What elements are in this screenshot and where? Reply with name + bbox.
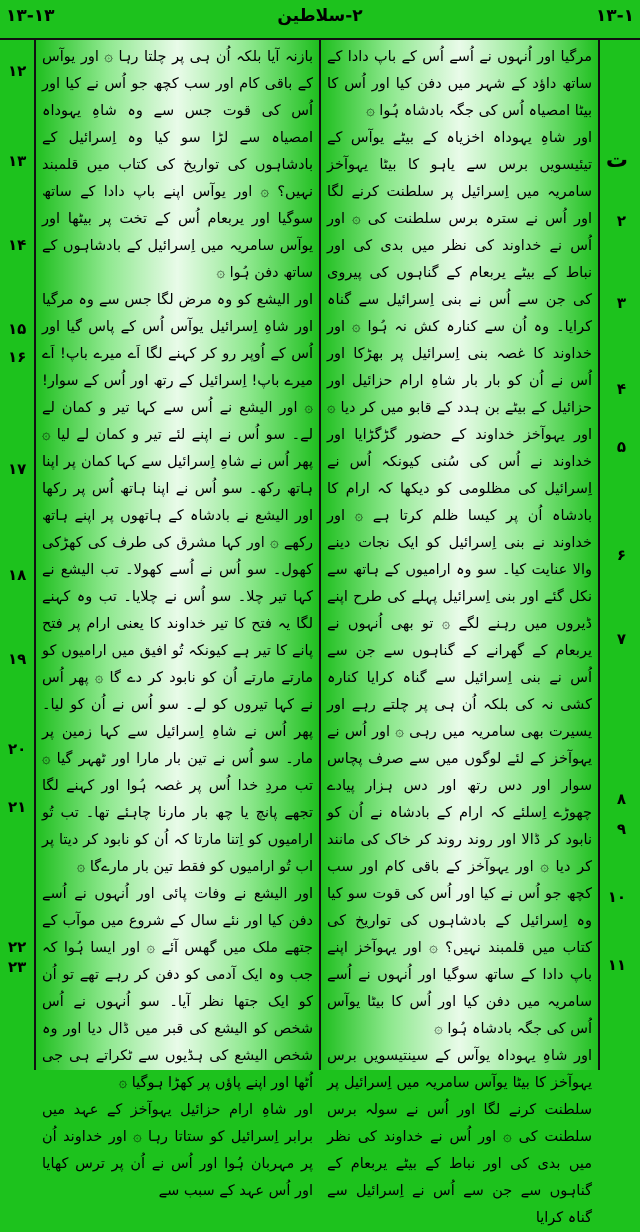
verse-number: ۵: [616, 438, 626, 456]
verse-number: ۳: [616, 294, 626, 312]
book-title: ۲-سلاطین: [277, 6, 363, 26]
verse-number: ۱۲: [8, 62, 27, 80]
verse-number: ۱۸: [8, 566, 27, 584]
verse-number: ۲۳: [8, 958, 27, 976]
chapter-range-right: ۱۳-۱: [595, 6, 634, 26]
verse-number: ۲۰: [8, 740, 27, 758]
verse-number: ۶: [616, 546, 626, 564]
right-verse-margin: [600, 40, 640, 1070]
verse-number: ۲۱: [8, 798, 27, 816]
left-column-text: بازنہ آیا بلکہ اُن ہی پر چلتا رہا ۞ اور یوآس کے باقی کام اور سب کچھ جو اُس نے کیا اور اُس کی قوت جس سے وہ شاہِ یہوداہ امصیاہ سے لڑا سو کیا وہ اِسرائیل کے بادشاہوں کی تواریخ کی کتاب میں قلمبند نہیں؟ ۞ اور یوآس اپنے باپ دادا کے ساتھ سوگیا اور یربعام اُس کے تخت پر بیٹھا اور یوآس سامریہ میں اِسرائیل کے بادشاہوں کے ساتھ دفن ہُوا ۞ اور الیشع کو وہ مرض لگا جس سے وہ مرگیا اور شاہِ اِسرائیل یوآس اُس کے پاس گیا اور اُس کے اُوپر رو کر کہنے لگا اَے میرے باپ! اَے میرے باپ! اِسرائیل کے رتھ اور اُس کے سوار! ۞ اور الیشع نے اُس سے کہا تیر و کمان لے لے۔ سو اُس نے اپنے لئے تیر و کمان لے لیا ۞ پھر اُس نے شاہِ اِسرائیل سے کہا کمان پر اپنا ہاتھ رکھ۔ سو اُس نے اپنا ہاتھ اُس پر رکھا اور الیشع نے بادشاہ کے ہاتھوں پر اپنے ہاتھ رکھے ۞ اور کہا مشرق کی طرف کی کھڑکی کھول۔ سو اُس نے اُسے کھولا۔ تب الیشع نے کہا تیر چلا۔ سو اُس نے چلایا۔ تب وہ کہنے لگا یہ فتح کا تیر خداوند کا یعنی ارام پر فتح پانے کا تیر ہے کیونکہ تُو افیق میں ارامیوں کو مارتے مارتے اُن کو نابود کر دے گا ۞ پھر اُس نے کہا تیروں کو لے۔ سو اُس نے اُن کو لیا۔ پھر اُس نے شاہِ اِسرائیل سے کہا زمین پر مار۔ سو اُس نے تین بار مارا اور ٹھہر گیا ۞ تب مردِ خدا اُس پر غصہ ہُوا اور کہنے لگا تجھے پانچ یا چھ بار مارنا چاہئے تھا۔ تب تُو ارامیوں کو اِتنا مارتا کہ اُن کو نابود کر دیتا پر اب تُو ارامیوں کو فقط تین بار مارےگا ۞ اور الیشع نے وفات پائی اور اُنہوں نے اُسے دفن کیا اور نئے سال کے شروع میں موآب کے جتھے ملک میں گھس آئے ۞ اور ایسا ہُوا کہ جب وہ ایک آدمی کو دفن کر رہے تھے تو اُن کو ایک جتھا نظر آیا۔ سو اُنہوں نے اُس شخص کو الیشع کی قبر میں ڈال دیا اور وہ شخص الیشع کی ہڈیوں سے ٹکراتے ہی جی اُٹھا اور اپنے پاؤں پر کھڑا ہوگیا ۞ اور شاہِ ارام حزائیل یہوآخز کے عہد میں برابر اِسرائیل کو ستاتا رہا ۞ اور خداوند اُن پر مہربان ہُوا اور اُس نے اُن پر ترس کھایا اور اُس عہد کے سبب سے: [42, 49, 313, 1199]
verse-number: ۷: [616, 630, 626, 648]
verse-number: ۱۹: [8, 650, 27, 668]
verse-number: ۴: [616, 380, 626, 398]
left-verse-margin: [0, 40, 34, 1070]
chapter-range-left: ۱۳-۱۳: [6, 6, 55, 26]
chapter-marker: ت: [605, 148, 628, 173]
verse-number: ۱۶: [8, 348, 27, 366]
verse-number: ۱۵: [8, 320, 27, 338]
verse-number: ۱۴: [8, 236, 27, 254]
right-column-text: مرگیا اور اُنہوں نے اُسے اُس کے باپ دادا کے ساتھ داؤد کے شہر میں دفن کیا اور اُس کا بیٹا امصیاہ اُس کی جگہ بادشاہ ہُوا ۞ اور شاہِ یہوداہ اخزیاہ کے بیٹے یوآس کے تیئیسویں برس سے یاہو کا بیٹا یہوآخز سامریہ میں اِسرائیل پر سلطنت کرنے لگا اور اُس نے سترہ برس سلطنت کی ۞ اور اُس نے خداوند کی نظر میں بدی کی اور نباط کے بیٹے یربعام کے گناہوں کی پیروی کی جن سے اُس نے بنی اِسرائیل سے گناہ کرایا۔ وہ اُن سے کنارہ کش نہ ہُوا ۞ اور خداوند کا غصہ بنی اِسرائیل پر بھڑکا اور اُس نے اُن کو بار بار شاہِ ارام حزائیل اور حزائیل کے بیٹے بن ہدد کے قابو میں کر دیا ۞ اور یہوآخز خداوند کے حضور گڑگڑایا اور خداوند نے اُس کی سُنی کیونکہ اُس نے اِسرائیل کی مظلومی کو دیکھا کہ ارام کا بادشاہ اُن پر کیسا ظلم کرتا ہے ۞ اور خداوند نے بنی اِسرائیل کو ایک نجات دینے والا عنایت کیا۔ سو وہ ارامیوں کے ہاتھ سے نکل گئے اور بنی اِسرائیل پہلے کی طرح اپنے ڈیروں میں رہنے لگے ۞ تو بھی اُنہوں نے یربعام کے گھرانے کے گناہوں سے جن سے اُس نے بنی اِسرائیل سے گناہ کرایا کنارہ کشی نہ کی بلکہ اُن ہی پر چلتے رہے اور یسیرت بھی سامریہ میں رہی ۞ اور اُس نے یہوآخز کے لئے لوگوں میں سے صرف پچاس سوار اور دس رتھ اور دس ہزار پیادے چھوڑے اِسلئے کہ ارام کے بادشاہ نے اُن کو نابود کر ڈالا اور روند روند کر خاک کی مانند کر دیا ۞ اور یہوآخز کے باقی کام اور سب کچھ جو اُس نے کیا اور اُس کی قوت سو کیا وہ اِسرائیل کے بادشاہوں کی تواریخ کی کتاب میں قلمبند نہیں؟ ۞ اور یہوآخز اپنے باپ دادا کے ساتھ سوگیا اور اُنہوں نے اُسے سامریہ میں دفن کیا اور اُس کا بیٹا یوآس اُس کی جگہ بادشاہ ہُوا ۞ اور شاہِ یہوداہ یوآس کے سینتیسویں برس یہوآخز کا بیٹا یوآس سامریہ میں اِسرائیل پر سلطنت کرنے لگا اور اُس نے سولہ برس سلطنت کی ۞ اور اُس نے خداوند کی نظر میں بدی کی اور نباط کے بیٹے یربعام کے گناہوں سے جن سے اُس نے اِسرائیل سے گناہ کرایا: [327, 49, 592, 1226]
verse-number: ۸: [616, 790, 626, 808]
left-text-column: [36, 40, 319, 1199]
verse-number: ۲۲: [8, 938, 27, 956]
verse-number: ۹: [616, 820, 626, 838]
verse-number: ۱۰: [607, 888, 626, 906]
verse-number: ۱۳: [8, 152, 27, 170]
page-header: [0, 0, 640, 40]
right-text-column: [321, 40, 598, 1226]
verse-number: ۲: [616, 212, 626, 230]
verse-number: ۱۱: [607, 956, 626, 974]
verse-number: ۱۷: [8, 460, 27, 478]
